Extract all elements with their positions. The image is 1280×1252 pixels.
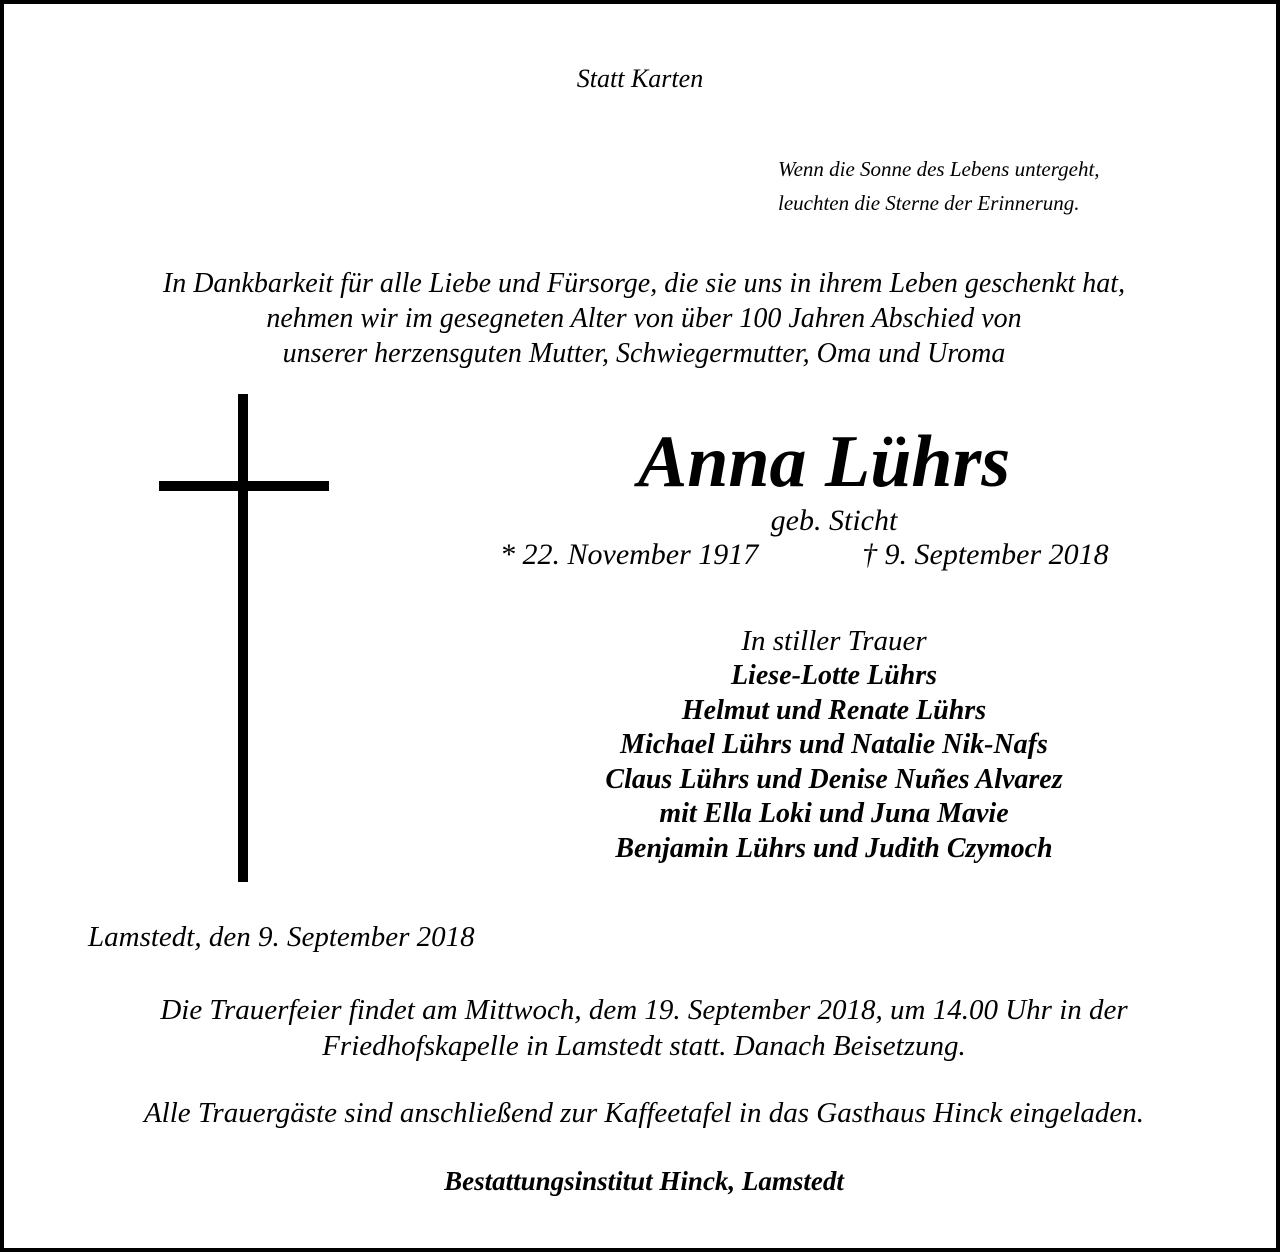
ceremony-text	[44, 992, 1244, 1064]
motto-quote	[778, 152, 1100, 220]
ceremony-line-1: Die Trauerfeier findet am Mittwoch, dem 19. September 2018, um 14.00 Uhr in der	[160, 994, 1128, 1026]
reception-text: Alle Trauergäste sind anschließend zur Kaffeetafel in das Gasthaus Hinck eingeladen.	[143, 1097, 1145, 1129]
deceased-birth-name: geb. Sticht	[770, 504, 898, 537]
motto-line-1: Wenn die Sonne des Lebens untergeht,	[778, 157, 1100, 181]
place-date: Lamstedt, den 9. September 2018	[88, 921, 475, 953]
mourner-item: Michael Lührs und Natalie Nik-Nafs	[620, 729, 1048, 761]
mourners-list	[524, 659, 1144, 867]
header-text: Statt Karten	[576, 64, 704, 93]
mourner-item: Liese-Lotte Lührs	[730, 660, 938, 691]
intro-text	[44, 266, 1244, 371]
intro-line-2: nehmen wir im gesegneten Alter von über 100 Jahren Abschied von	[266, 303, 1022, 334]
mourner-item: mit Ella Loki und Juna Mavie	[659, 798, 1009, 830]
intro-line-1: In Dankbarkeit für alle Liebe und Fürsorge, die sie uns in ihrem Leben geschenkt hat,	[162, 268, 1126, 299]
ceremony-line-2: Friedhofskapelle in Lamstedt statt. Danach Beisetzung.	[322, 1030, 966, 1062]
mourner-item: Benjamin Lührs und Judith Czymoch	[615, 832, 1053, 864]
motto-line-2: leuchten die Sterne der Erinnerung.	[778, 191, 1080, 215]
birth-date: * 22. November 1917	[500, 538, 759, 571]
mourner-item: Claus Lührs und Denise Nuñes Alvarez	[605, 763, 1063, 795]
cross-horizontal-bar	[159, 481, 329, 491]
mourner-item: Helmut und Renate Lührs	[681, 694, 987, 726]
cross-vertical-bar	[238, 394, 248, 882]
mourning-label: In stiller Trauer	[741, 625, 927, 657]
undertaker-name: Bestattungsinstitut Hinck, Lamstedt	[444, 1166, 844, 1196]
intro-line-3: unserer herzensguten Mutter, Schwiegermutter, Oma und Uroma	[282, 338, 1006, 369]
deceased-name: Anna Lührs	[637, 421, 1011, 503]
death-date: † 9. September 2018	[862, 538, 1109, 571]
